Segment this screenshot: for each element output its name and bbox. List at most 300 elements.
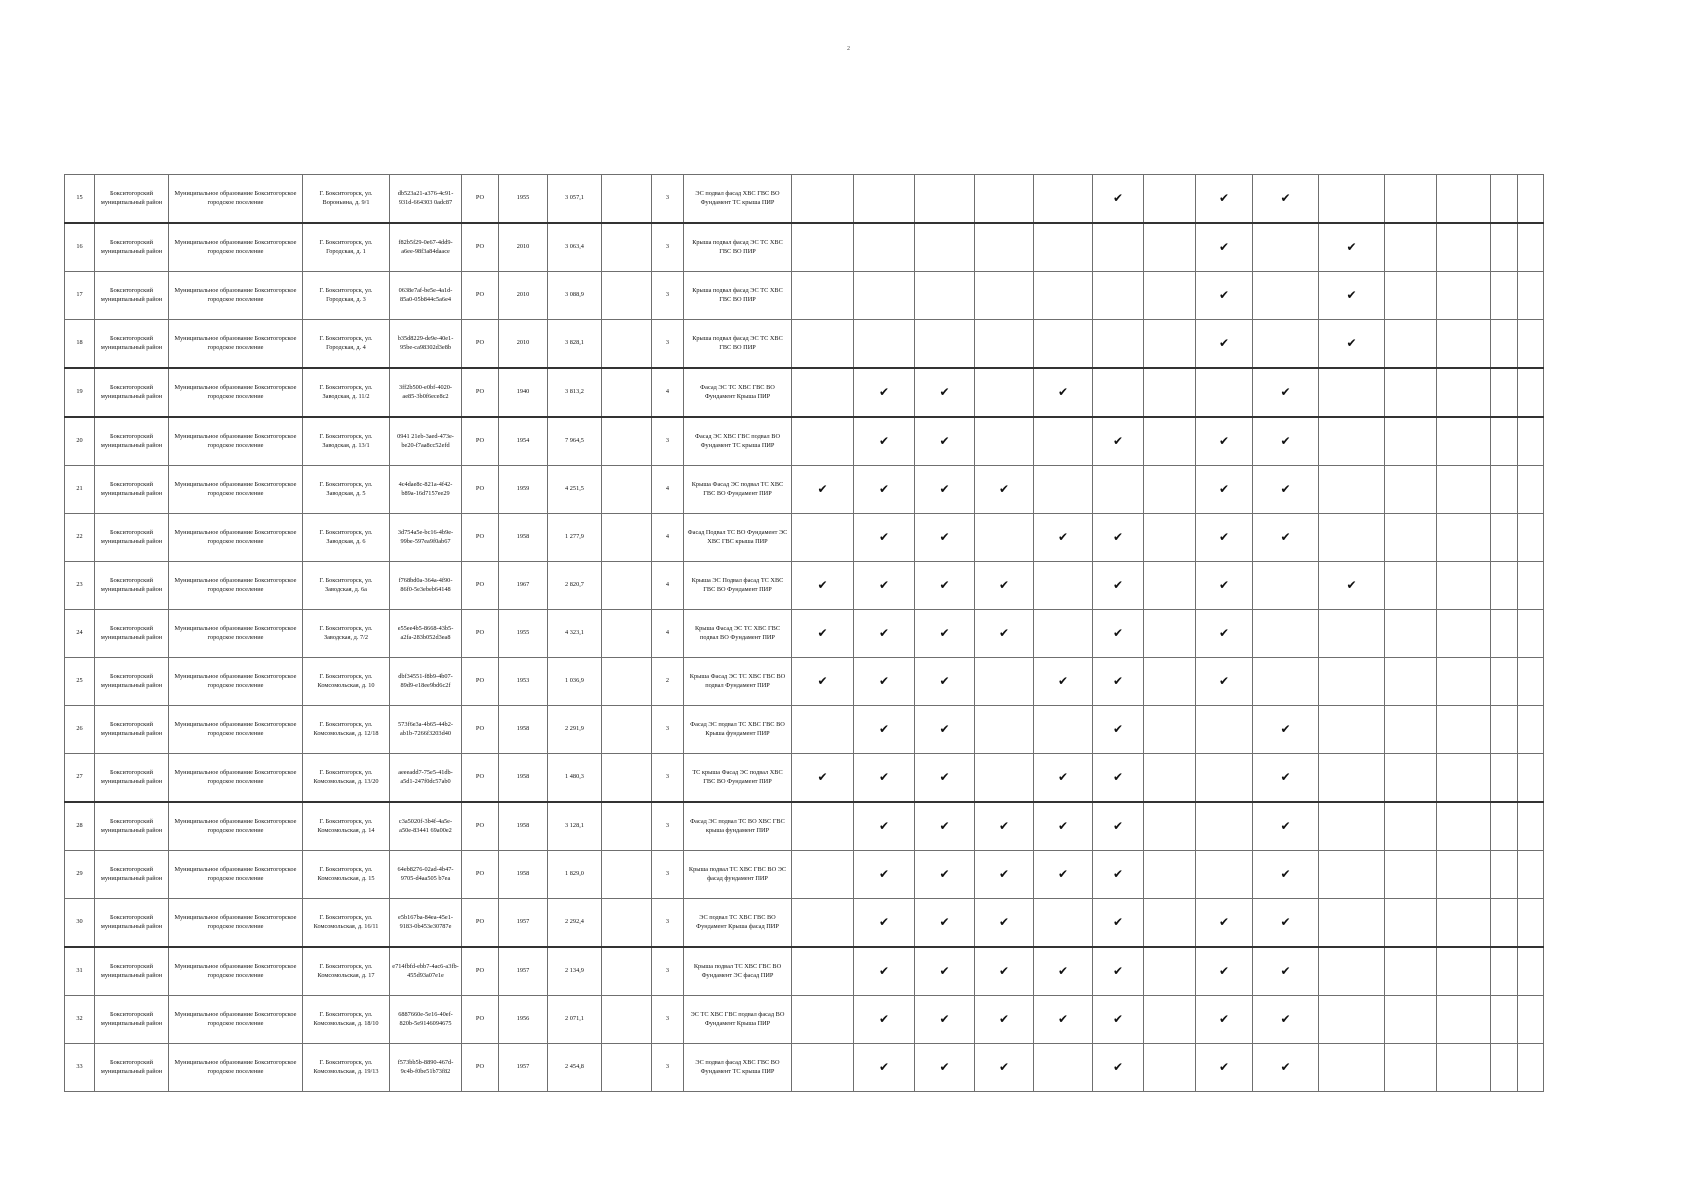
empty-mark-cell [1253, 562, 1319, 610]
year-cell: 1958 [499, 514, 548, 562]
empty-mark-cell [915, 223, 975, 272]
floors-cell: 3 [652, 417, 684, 466]
works-cell: Крыша Фасад ЭС ТС ХВС ГВС подвал ВО Фундамент ПИР [684, 610, 792, 658]
type-cell: РО [462, 947, 499, 996]
empty-mark-cell [1437, 754, 1491, 803]
check-mark-icon: ✔ [1093, 947, 1144, 996]
floors-cell: 3 [652, 947, 684, 996]
empty-mark-cell [1319, 706, 1385, 754]
row-number: 29 [65, 851, 95, 899]
row-number: 20 [65, 417, 95, 466]
guid-cell: 573f6e3a-4b65-44b2-ab1b-7266f3203d40 [390, 706, 462, 754]
check-mark-icon: ✔ [1196, 996, 1253, 1044]
empty-mark-cell [1517, 272, 1544, 320]
type-cell: РО [462, 706, 499, 754]
address-cell: Г. Бокситогорск, ул. Комсомольская, д. 15 [303, 851, 390, 899]
area-cell: 4 251,5 [548, 466, 602, 514]
type-cell: РО [462, 1044, 499, 1092]
empty-mark-cell [1144, 368, 1196, 417]
check-mark-icon: ✔ [975, 996, 1034, 1044]
check-mark-icon: ✔ [1034, 802, 1093, 851]
address-cell: Г. Бокситогорск, ул. Комсомольская, д. 19/13 [303, 1044, 390, 1092]
empty-mark-cell [1144, 320, 1196, 369]
empty-mark-cell [1196, 851, 1253, 899]
empty-mark-cell [1385, 272, 1437, 320]
check-mark-icon: ✔ [854, 802, 915, 851]
check-mark-icon: ✔ [1196, 175, 1253, 224]
empty-mark-cell [1491, 466, 1518, 514]
works-cell: ТС крыша Фасад ЭС подвал ХВС ГВС ВО Фундамент ПИР [684, 754, 792, 803]
check-mark-icon: ✔ [1093, 417, 1144, 466]
check-mark-icon: ✔ [975, 610, 1034, 658]
guid-cell: 64eb8276-02ad-4b47-9705-d4aa505 b7ea [390, 851, 462, 899]
municipality-cell: Муниципальное образование Бокситогорское городское поселение [169, 175, 303, 224]
blank-cell [602, 851, 652, 899]
guid-cell: dbf34551-f8b9-4b07-89d9-e18ee9bd6c2f [390, 658, 462, 706]
table-row [65, 514, 1544, 562]
check-mark-icon: ✔ [975, 1044, 1034, 1092]
check-mark-icon: ✔ [792, 466, 854, 514]
empty-mark-cell [792, 368, 854, 417]
check-mark-icon: ✔ [854, 1044, 915, 1092]
area-cell: 1 277,9 [548, 514, 602, 562]
check-mark-icon: ✔ [1093, 658, 1144, 706]
check-mark-icon: ✔ [854, 417, 915, 466]
area-cell: 1 829,0 [548, 851, 602, 899]
blank-cell [602, 802, 652, 851]
empty-mark-cell [1093, 368, 1144, 417]
check-mark-icon: ✔ [915, 514, 975, 562]
empty-mark-cell [1385, 754, 1437, 803]
blank-cell [602, 658, 652, 706]
guid-cell: b35d8229-de9e-40e1-95be-ca98302d3e8b [390, 320, 462, 369]
floors-cell: 3 [652, 802, 684, 851]
area-cell: 7 964,5 [548, 417, 602, 466]
row-number: 21 [65, 466, 95, 514]
empty-mark-cell [792, 272, 854, 320]
empty-mark-cell [1144, 899, 1196, 948]
guid-cell: 3d754a5e-bc16-4b9e-99be-597ea9f0ab67 [390, 514, 462, 562]
empty-mark-cell [1253, 320, 1319, 369]
type-cell: РО [462, 368, 499, 417]
municipality-cell: Муниципальное образование Бокситогорское городское поселение [169, 272, 303, 320]
empty-mark-cell [1437, 899, 1491, 948]
check-mark-icon: ✔ [1034, 996, 1093, 1044]
guid-cell: 4c4dae8c-821a-4f42-b89a-16d7157ee29 [390, 466, 462, 514]
check-mark-icon: ✔ [975, 802, 1034, 851]
empty-mark-cell [975, 417, 1034, 466]
area-cell: 3 063,4 [548, 223, 602, 272]
address-cell: Г. Бокситогорск, ул. Заводская, д. 11/2 [303, 368, 390, 417]
check-mark-icon: ✔ [1253, 802, 1319, 851]
district-cell: Бокситогорский муниципальный район [95, 272, 169, 320]
empty-mark-cell [1319, 368, 1385, 417]
check-mark-icon: ✔ [854, 899, 915, 948]
empty-mark-cell [1144, 175, 1196, 224]
empty-mark-cell [854, 175, 915, 224]
empty-mark-cell [1517, 706, 1544, 754]
check-mark-icon: ✔ [915, 562, 975, 610]
empty-mark-cell [1319, 899, 1385, 948]
table-row [65, 851, 1544, 899]
works-cell: Фасад ЭС подвал ТС ХВС ГВС ВО Крыша фундамент ПИР [684, 706, 792, 754]
empty-mark-cell [975, 658, 1034, 706]
address-cell: Г. Бокситогорск, ул. Комсомольская, д. 16/11 [303, 899, 390, 948]
floors-cell: 3 [652, 272, 684, 320]
municipality-cell: Муниципальное образование Бокситогорское городское поселение [169, 706, 303, 754]
check-mark-icon: ✔ [1093, 1044, 1144, 1092]
empty-mark-cell [1491, 562, 1518, 610]
empty-mark-cell [792, 899, 854, 948]
table-row [65, 272, 1544, 320]
empty-mark-cell [1517, 658, 1544, 706]
check-mark-icon: ✔ [1253, 1044, 1319, 1092]
check-mark-icon: ✔ [1196, 1044, 1253, 1092]
type-cell: РО [462, 514, 499, 562]
works-cell: Фасад ЭС ХВС ГВС подвал ВО Фундамент ТС крыша ПИР [684, 417, 792, 466]
empty-mark-cell [792, 417, 854, 466]
empty-mark-cell [792, 175, 854, 224]
floors-cell: 3 [652, 851, 684, 899]
check-mark-icon: ✔ [1253, 466, 1319, 514]
blank-cell [602, 562, 652, 610]
empty-mark-cell [1517, 562, 1544, 610]
table-row [65, 1044, 1544, 1092]
check-mark-icon: ✔ [1093, 802, 1144, 851]
works-cell: Крыша подвал ТС ХВС ГВС ВО ЭС фасад фундамент ПИР [684, 851, 792, 899]
check-mark-icon: ✔ [1034, 368, 1093, 417]
row-number: 19 [65, 368, 95, 417]
empty-mark-cell [1144, 466, 1196, 514]
floors-cell: 3 [652, 175, 684, 224]
check-mark-icon: ✔ [854, 466, 915, 514]
empty-mark-cell [1319, 802, 1385, 851]
empty-mark-cell [1093, 223, 1144, 272]
type-cell: РО [462, 320, 499, 369]
year-cell: 1955 [499, 175, 548, 224]
year-cell: 2010 [499, 320, 548, 369]
district-cell: Бокситогорский муниципальный район [95, 706, 169, 754]
empty-mark-cell [1491, 223, 1518, 272]
registry-table [64, 174, 1544, 1092]
check-mark-icon: ✔ [1093, 514, 1144, 562]
floors-cell: 3 [652, 754, 684, 803]
district-cell: Бокситогорский муниципальный район [95, 223, 169, 272]
empty-mark-cell [1437, 562, 1491, 610]
empty-mark-cell [792, 802, 854, 851]
district-cell: Бокситогорский муниципальный район [95, 899, 169, 948]
area-cell: 1 480,3 [548, 754, 602, 803]
row-number: 30 [65, 899, 95, 948]
check-mark-icon: ✔ [975, 466, 1034, 514]
guid-cell: c3a5020f-3b4f-4a5e-a50e-83441 69a00e2 [390, 802, 462, 851]
empty-mark-cell [1253, 610, 1319, 658]
empty-mark-cell [1144, 610, 1196, 658]
check-mark-icon: ✔ [1196, 610, 1253, 658]
municipality-cell: Муниципальное образование Бокситогорское городское поселение [169, 320, 303, 369]
district-cell: Бокситогорский муниципальный район [95, 514, 169, 562]
works-cell: ЭС подвал фасад ХВС ГВС ВО Фундамент ТС крыша ПИР [684, 1044, 792, 1092]
empty-mark-cell [1437, 610, 1491, 658]
empty-mark-cell [1437, 1044, 1491, 1092]
area-cell: 3 813,2 [548, 368, 602, 417]
area-cell: 1 036,9 [548, 658, 602, 706]
check-mark-icon: ✔ [1034, 754, 1093, 803]
check-mark-icon: ✔ [975, 899, 1034, 948]
works-cell: Крыша подвал фасад ЭС ТС ХВС ГВС ВО ПИР [684, 272, 792, 320]
empty-mark-cell [975, 514, 1034, 562]
address-cell: Г. Бокситогорск, ул. Вороньина, д. 9/1 [303, 175, 390, 224]
empty-mark-cell [1437, 802, 1491, 851]
type-cell: РО [462, 466, 499, 514]
municipality-cell: Муниципальное образование Бокситогорское городское поселение [169, 658, 303, 706]
empty-mark-cell [975, 368, 1034, 417]
guid-cell: e5b167ba-84ea-45e1-9183-0b453e30787e [390, 899, 462, 948]
empty-mark-cell [1144, 272, 1196, 320]
empty-mark-cell [1491, 1044, 1518, 1092]
row-number: 16 [65, 223, 95, 272]
address-cell: Г. Бокситогорск, ул. Комсомольская, д. 13/20 [303, 754, 390, 803]
year-cell: 1940 [499, 368, 548, 417]
empty-mark-cell [1491, 851, 1518, 899]
check-mark-icon: ✔ [792, 754, 854, 803]
check-mark-icon: ✔ [854, 610, 915, 658]
works-cell: ЭС ТС ХВС ГВС подвал фасад ВО Фундамент Крыша ПИР [684, 996, 792, 1044]
empty-mark-cell [1144, 754, 1196, 803]
check-mark-icon: ✔ [915, 658, 975, 706]
area-cell: 3 088,9 [548, 272, 602, 320]
empty-mark-cell [1034, 899, 1093, 948]
empty-mark-cell [1385, 610, 1437, 658]
empty-mark-cell [1196, 754, 1253, 803]
row-number: 22 [65, 514, 95, 562]
works-cell: Фасад ЭС подвал ТС ВО ХВС ГВС крыша фундамент ПИР [684, 802, 792, 851]
empty-mark-cell [1491, 802, 1518, 851]
row-number: 18 [65, 320, 95, 369]
area-cell: 2 134,9 [548, 947, 602, 996]
type-cell: РО [462, 996, 499, 1044]
municipality-cell: Муниципальное образование Бокситогорское городское поселение [169, 1044, 303, 1092]
check-mark-icon: ✔ [1253, 899, 1319, 948]
type-cell: РО [462, 754, 499, 803]
row-number: 23 [65, 562, 95, 610]
municipality-cell: Муниципальное образование Бокситогорское городское поселение [169, 996, 303, 1044]
empty-mark-cell [1437, 175, 1491, 224]
empty-mark-cell [1144, 802, 1196, 851]
check-mark-icon: ✔ [915, 899, 975, 948]
table-row [65, 417, 1544, 466]
type-cell: РО [462, 899, 499, 948]
check-mark-icon: ✔ [1196, 514, 1253, 562]
empty-mark-cell [1385, 175, 1437, 224]
empty-mark-cell [975, 320, 1034, 369]
type-cell: РО [462, 223, 499, 272]
check-mark-icon: ✔ [854, 996, 915, 1044]
empty-mark-cell [1491, 706, 1518, 754]
guid-cell: db523a21-a376-4c91-931d-664303 0adc87 [390, 175, 462, 224]
empty-mark-cell [1491, 320, 1518, 369]
empty-mark-cell [1437, 851, 1491, 899]
type-cell: РО [462, 562, 499, 610]
check-mark-icon: ✔ [1093, 851, 1144, 899]
empty-mark-cell [1319, 514, 1385, 562]
check-mark-icon: ✔ [915, 368, 975, 417]
guid-cell: f82b5f29-0e67-4dd9-a6ee-98f3a84daace [390, 223, 462, 272]
municipality-cell: Муниципальное образование Бокситогорское городское поселение [169, 610, 303, 658]
municipality-cell: Муниципальное образование Бокситогорское городское поселение [169, 802, 303, 851]
check-mark-icon: ✔ [1034, 851, 1093, 899]
guid-cell: 0638e7af-be5e-4a1d-85a0-05b844c5a6e4 [390, 272, 462, 320]
empty-mark-cell [1517, 514, 1544, 562]
municipality-cell: Муниципальное образование Бокситогорское городское поселение [169, 466, 303, 514]
empty-mark-cell [1319, 175, 1385, 224]
empty-mark-cell [1491, 754, 1518, 803]
empty-mark-cell [1385, 368, 1437, 417]
municipality-cell: Муниципальное образование Бокситогорское городское поселение [169, 851, 303, 899]
check-mark-icon: ✔ [915, 754, 975, 803]
empty-mark-cell [1437, 996, 1491, 1044]
empty-mark-cell [1385, 417, 1437, 466]
empty-mark-cell [1034, 223, 1093, 272]
empty-mark-cell [1437, 272, 1491, 320]
area-cell: 2 454,8 [548, 1044, 602, 1092]
empty-mark-cell [1491, 272, 1518, 320]
blank-cell [602, 320, 652, 369]
empty-mark-cell [975, 706, 1034, 754]
floors-cell: 4 [652, 514, 684, 562]
check-mark-icon: ✔ [1319, 562, 1385, 610]
works-cell: Крыша подвал ТС ХВС ГВС ВО Фундамент ЭС фасад ПИР [684, 947, 792, 996]
empty-mark-cell [1144, 1044, 1196, 1092]
blank-cell [602, 417, 652, 466]
empty-mark-cell [1437, 466, 1491, 514]
row-number: 32 [65, 996, 95, 1044]
empty-mark-cell [1144, 706, 1196, 754]
empty-mark-cell [1034, 466, 1093, 514]
table-row [65, 562, 1544, 610]
address-cell: Г. Бокситогорск, ул. Городская, д. 1 [303, 223, 390, 272]
area-cell: 3 828,1 [548, 320, 602, 369]
empty-mark-cell [792, 706, 854, 754]
check-mark-icon: ✔ [915, 706, 975, 754]
check-mark-icon: ✔ [1253, 947, 1319, 996]
empty-mark-cell [1437, 706, 1491, 754]
empty-mark-cell [975, 175, 1034, 224]
type-cell: РО [462, 610, 499, 658]
check-mark-icon: ✔ [1196, 466, 1253, 514]
check-mark-icon: ✔ [1253, 706, 1319, 754]
empty-mark-cell [915, 272, 975, 320]
blank-cell [602, 466, 652, 514]
empty-mark-cell [1517, 1044, 1544, 1092]
address-cell: Г. Бокситогорск, ул. Заводская, д. 5 [303, 466, 390, 514]
guid-cell: e714fbfd-ebb7-4ac6-a3fb-455d93a07e1e [390, 947, 462, 996]
check-mark-icon: ✔ [792, 562, 854, 610]
empty-mark-cell [1319, 610, 1385, 658]
check-mark-icon: ✔ [1196, 562, 1253, 610]
address-cell: Г. Бокситогорск, ул. Комсомольская, д. 10 [303, 658, 390, 706]
check-mark-icon: ✔ [1253, 514, 1319, 562]
empty-mark-cell [1385, 562, 1437, 610]
empty-mark-cell [1517, 320, 1544, 369]
check-mark-icon: ✔ [915, 417, 975, 466]
floors-cell: 4 [652, 368, 684, 417]
empty-mark-cell [1385, 996, 1437, 1044]
municipality-cell: Муниципальное образование Бокситогорское городское поселение [169, 562, 303, 610]
year-cell: 1967 [499, 562, 548, 610]
empty-mark-cell [1491, 514, 1518, 562]
empty-mark-cell [1491, 899, 1518, 948]
municipality-cell: Муниципальное образование Бокситогорское городское поселение [169, 417, 303, 466]
works-cell: Фасад ЭС ТС ХВС ГВС ВО Фундамент Крыша ПИР [684, 368, 792, 417]
check-mark-icon: ✔ [792, 610, 854, 658]
empty-mark-cell [1319, 466, 1385, 514]
works-cell: Крыша подвал фасад ЭС ТС ХВС ГВС ВО ПИР [684, 320, 792, 369]
check-mark-icon: ✔ [1093, 610, 1144, 658]
empty-mark-cell [792, 947, 854, 996]
empty-mark-cell [1517, 754, 1544, 803]
row-number: 27 [65, 754, 95, 803]
empty-mark-cell [1437, 320, 1491, 369]
address-cell: Г. Бокситогорск, ул. Заводская, д. 13/1 [303, 417, 390, 466]
check-mark-icon: ✔ [915, 802, 975, 851]
empty-mark-cell [1517, 947, 1544, 996]
area-cell: 2 292,4 [548, 899, 602, 948]
empty-mark-cell [1144, 658, 1196, 706]
check-mark-icon: ✔ [1196, 658, 1253, 706]
table-row [65, 466, 1544, 514]
empty-mark-cell [1093, 272, 1144, 320]
empty-mark-cell [1319, 754, 1385, 803]
year-cell: 1957 [499, 899, 548, 948]
check-mark-icon: ✔ [792, 658, 854, 706]
check-mark-icon: ✔ [1034, 947, 1093, 996]
empty-mark-cell [915, 320, 975, 369]
check-mark-icon: ✔ [975, 562, 1034, 610]
floors-cell: 3 [652, 996, 684, 1044]
check-mark-icon: ✔ [1253, 754, 1319, 803]
table-row [65, 175, 1544, 224]
blank-cell [602, 1044, 652, 1092]
empty-mark-cell [1385, 223, 1437, 272]
empty-mark-cell [1253, 272, 1319, 320]
guid-cell: f768bd0a-364a-4f90-86f0-5e3ebeb64148 [390, 562, 462, 610]
municipality-cell: Муниципальное образование Бокситогорское городское поселение [169, 514, 303, 562]
empty-mark-cell [1517, 610, 1544, 658]
empty-mark-cell [1144, 851, 1196, 899]
district-cell: Бокситогорский муниципальный район [95, 466, 169, 514]
table-row [65, 223, 1544, 272]
table-row [65, 368, 1544, 417]
municipality-cell: Муниципальное образование Бокситогорское городское поселение [169, 899, 303, 948]
empty-mark-cell [1253, 658, 1319, 706]
empty-mark-cell [1517, 851, 1544, 899]
empty-mark-cell [1491, 368, 1518, 417]
empty-mark-cell [1517, 996, 1544, 1044]
empty-mark-cell [1385, 1044, 1437, 1092]
empty-mark-cell [1437, 417, 1491, 466]
check-mark-icon: ✔ [1093, 996, 1144, 1044]
blank-cell [602, 368, 652, 417]
row-number: 33 [65, 1044, 95, 1092]
check-mark-icon: ✔ [975, 947, 1034, 996]
empty-mark-cell [1196, 368, 1253, 417]
empty-mark-cell [1144, 514, 1196, 562]
works-cell: ЭС подвал ТС ХВС ГВС ВО Фундамент Крыша фасад ПИР [684, 899, 792, 948]
year-cell: 1956 [499, 996, 548, 1044]
check-mark-icon: ✔ [854, 754, 915, 803]
year-cell: 1959 [499, 466, 548, 514]
